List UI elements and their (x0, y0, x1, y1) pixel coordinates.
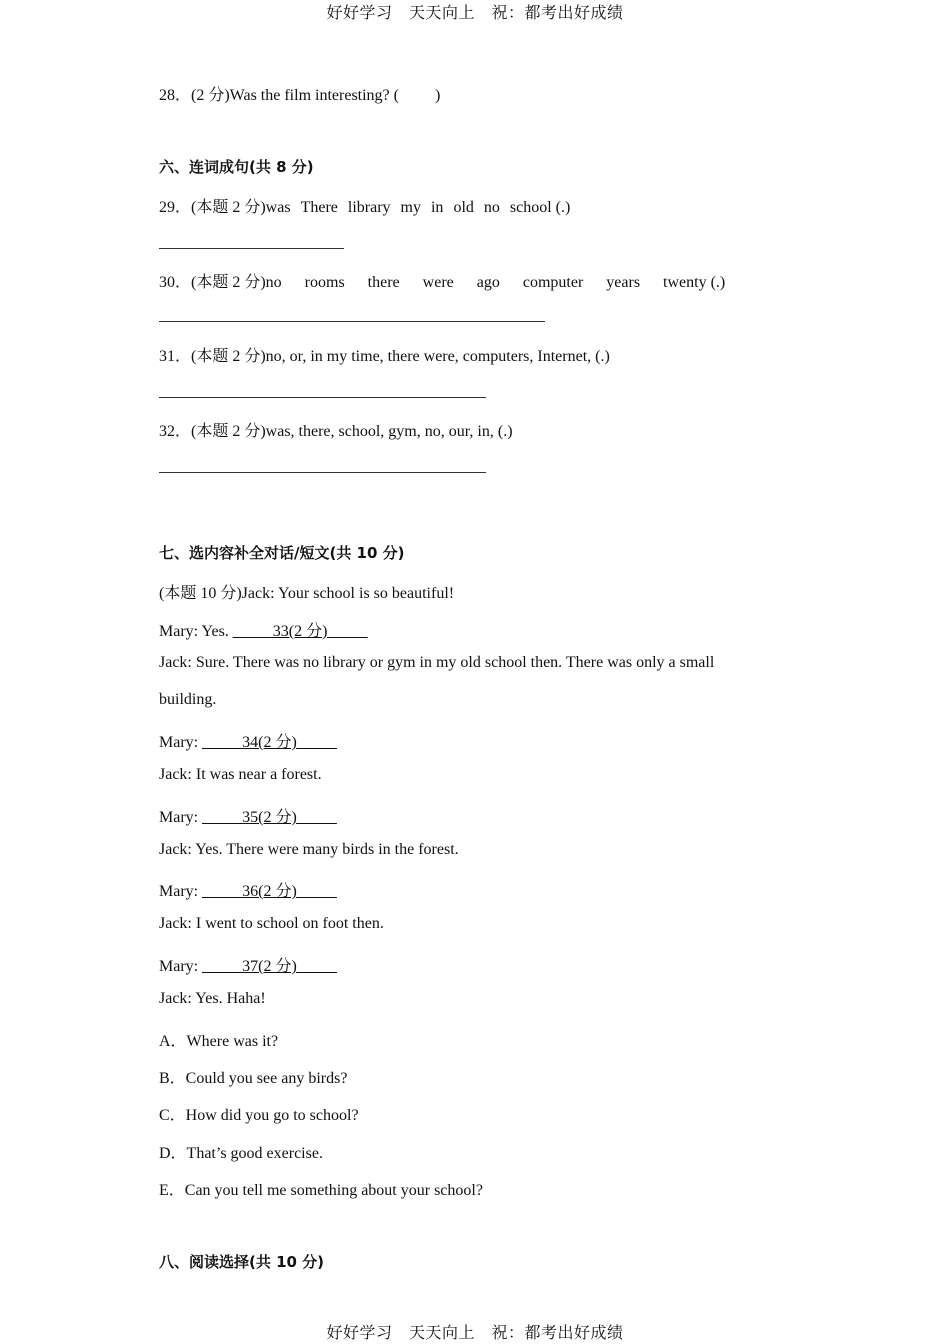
dialogue-intro: (本题 10 分)Jack: Your school is so beautiful! (159, 585, 455, 602)
speaker-mary: Mary: (159, 883, 203, 900)
answer-line-31[interactable] (159, 397, 486, 398)
page-header: 好好学习 天天向上 祝：都考出好成绩 (326, 5, 624, 22)
scrambled-word: no (483, 199, 500, 216)
option-e: E．Can you tell me something about your school? (159, 1182, 483, 1199)
scrambled-word: old (453, 199, 474, 216)
option-c: C．How did you go to school? (159, 1107, 359, 1124)
dialogue-line-4: Jack: It was near a forest. (159, 766, 322, 783)
scrambled-word: years (606, 274, 641, 291)
scrambled-word: school (.) (509, 199, 571, 216)
scrambled-word: was (265, 199, 291, 216)
answer-line-29[interactable] (159, 248, 344, 249)
dialogue-line-9 (159, 953, 337, 976)
scrambled-word: There (300, 199, 338, 216)
dialogue-line-7 (159, 878, 337, 901)
answer-line-30[interactable] (159, 321, 545, 322)
scrambled-word: library (347, 199, 391, 216)
question-30-words (266, 274, 726, 291)
speaker-mary: Mary: Yes. (159, 623, 233, 640)
scrambled-word: my (400, 199, 421, 216)
scrambled-word: twenty (.) (663, 274, 726, 291)
scrambled-word: in (430, 199, 444, 216)
speaker-mary: Mary: (159, 734, 203, 751)
dialogue-line-3 (159, 729, 337, 752)
scrambled-word: ago (476, 274, 500, 291)
question-32: 32．(本题 2 分)was, there, school, gym, no, our, in, (.) (159, 423, 513, 440)
blank-34[interactable]: _____34(2 分)_____ (202, 734, 337, 751)
scrambled-word: computer (522, 274, 584, 291)
dialogue-line-2: Jack: Sure. There was no library or gym in my old school then. There was only a small (159, 654, 715, 671)
question-29-prefix: 29．(本题 2 分) (159, 199, 266, 216)
speaker-mary: Mary: (159, 958, 203, 975)
question-28: 28．(2 分)Was the film interesting? ( ) (159, 87, 441, 104)
scrambled-word: rooms (304, 274, 345, 291)
question-29 (159, 194, 570, 217)
blank-37[interactable]: _____37(2 分)_____ (202, 958, 337, 975)
page-footer: 好好学习 天天向上 祝：都考出好成绩 (326, 1325, 624, 1342)
blank-35[interactable]: _____35(2 分)_____ (202, 809, 337, 826)
dialogue-line-2-cont: building. (159, 691, 217, 708)
section-7-title: 七、选内容补全对话/短文(共 10 分) (159, 544, 405, 562)
option-a: A．Where was it? (159, 1033, 279, 1050)
scrambled-word: were (422, 274, 454, 291)
section-8-title: 八、阅读选择(共 10 分) (159, 1253, 325, 1271)
dialogue-line-1 (159, 618, 367, 641)
dialogue-line-5 (159, 804, 337, 827)
option-b: B．Could you see any birds? (159, 1070, 348, 1087)
answer-line-32[interactable] (159, 472, 486, 473)
dialogue-line-8: Jack: I went to school on foot then. (159, 915, 384, 932)
speaker-mary: Mary: (159, 809, 203, 826)
scrambled-word: there (367, 274, 400, 291)
question-31: 31．(本题 2 分)no, or, in my time, there were, computers, Internet, (.) (159, 348, 610, 365)
question-30-prefix: 30．(本题 2 分) (159, 274, 266, 291)
option-d: D．That’s good exercise. (159, 1145, 323, 1162)
question-29-words (266, 199, 571, 216)
question-30 (159, 269, 725, 292)
blank-33[interactable]: _____33(2 分)_____ (232, 623, 368, 640)
section-6-title: 六、连词成句(共 8 分) (159, 158, 314, 176)
scrambled-word: no (265, 274, 282, 291)
dialogue-line-6: Jack: Yes. There were many birds in the forest. (159, 841, 459, 858)
dialogue-line-10: Jack: Yes. Haha! (159, 990, 266, 1007)
blank-36[interactable]: _____36(2 分)_____ (202, 883, 337, 900)
